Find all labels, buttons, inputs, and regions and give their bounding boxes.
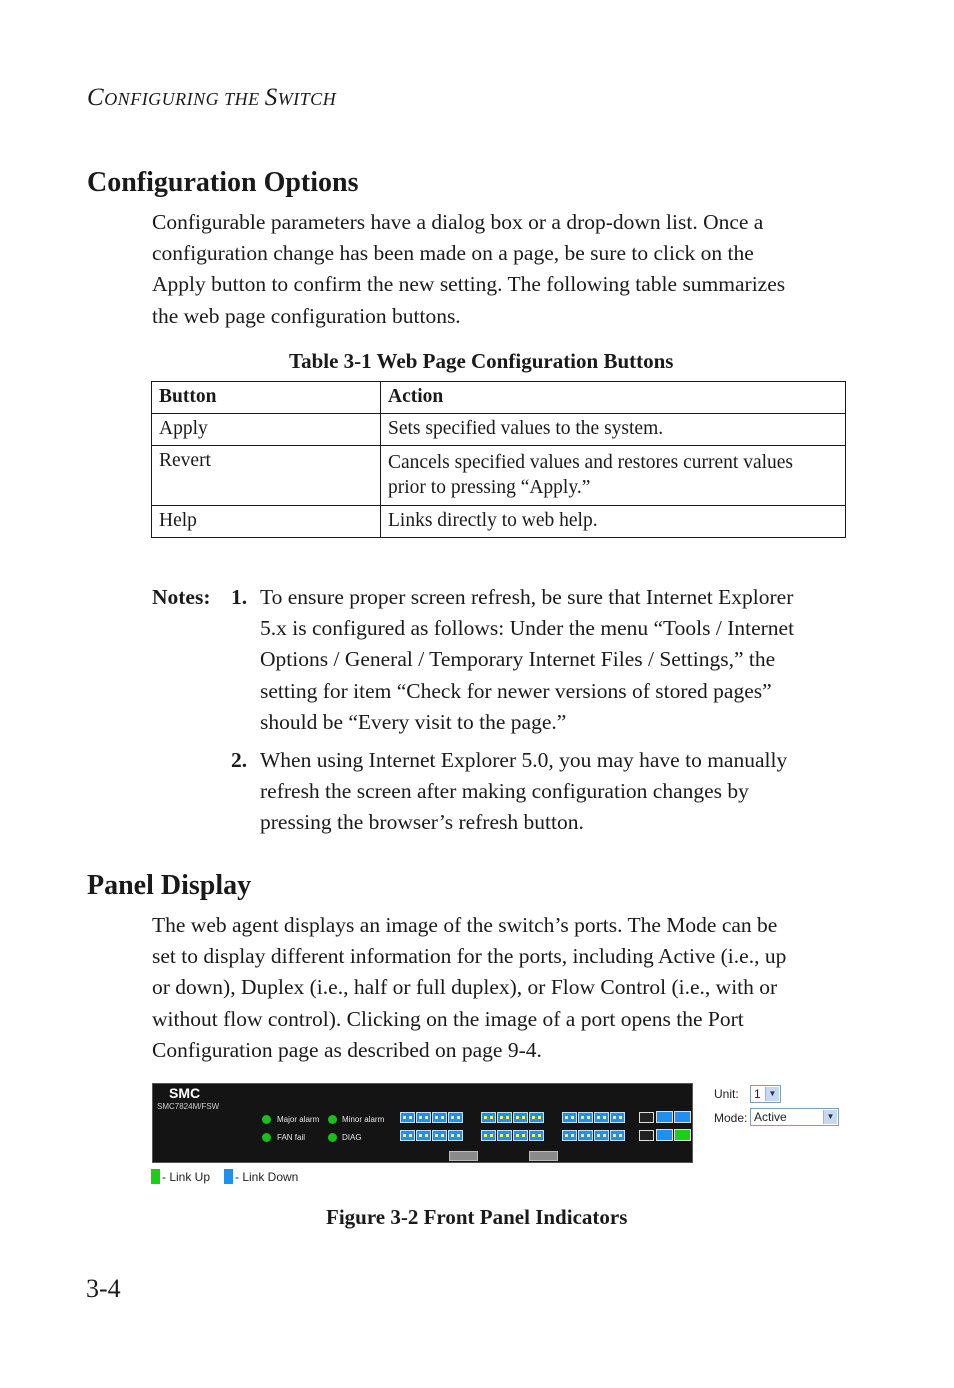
paragraph-line: without flow control). Clicking on the image of a port opens the Port [152,1006,744,1031]
note-number: 2. [231,748,248,772]
action-text: prior to pressing “Apply.” [388,477,591,498]
table-cell-button: Help [152,506,381,538]
running-header-initial: C [87,84,105,111]
config-buttons-table [151,381,846,538]
mode-label: Mode: [714,1111,748,1125]
led-label: Minor alarm [342,1115,385,1124]
smc-logo: SMC [169,1085,201,1101]
port-icon[interactable] [562,1130,577,1141]
table-header-row [152,382,846,414]
port-group-3-bottom [562,1130,625,1141]
running-header-text: WITCH [277,89,337,109]
port-icon[interactable] [578,1130,593,1141]
uplink-port-icon[interactable] [674,1111,691,1123]
led-label: Major alarm [277,1115,320,1124]
port-icon[interactable] [400,1112,415,1123]
port-group-1-top [400,1112,463,1123]
port-icon[interactable] [610,1112,625,1123]
major-alarm-led-icon [262,1115,271,1124]
note-line: When using Internet Explorer 5.0, you may have to manually [260,748,788,772]
running-header [87,84,336,112]
table-cell-action [381,506,846,538]
port-icon[interactable] [481,1112,496,1123]
port-icon[interactable] [497,1112,512,1123]
port-icon[interactable] [416,1130,431,1141]
mode-select-value: Active [754,1110,787,1124]
port-icon[interactable] [400,1130,415,1141]
port-icon[interactable] [513,1130,528,1141]
paragraph-line: The web agent displays an image of the switch’s ports. The Mode can be [152,913,778,937]
uplink-port-icon[interactable] [656,1111,673,1123]
running-header-initial: S [264,84,278,111]
link-down-legend: - Link Down [235,1170,299,1184]
table-cell-button: Revert [152,446,381,506]
port-icon[interactable] [594,1112,609,1123]
diag-led-icon [328,1133,337,1142]
section-heading-configuration-options: Configuration Options [87,167,359,198]
sfp-port-icon[interactable] [639,1130,654,1141]
running-header-text: ONFIGURING THE [104,89,265,109]
page-number: 3-4 [86,1274,121,1303]
note-line: Options / General / Temporary Internet Files / Settings,” the [260,647,776,672]
note-line: pressing the browser’s refresh button. [260,810,584,835]
port-icon[interactable] [578,1112,593,1123]
table-header-action: Action [381,382,846,414]
fan-fail-led-icon [262,1133,271,1142]
note-2-text [260,745,860,839]
led-label: FAN fail [277,1133,306,1142]
note-number: 1. [231,585,248,609]
unit-label: Unit: [714,1087,739,1101]
section-heading-panel-display: Panel Display [87,870,252,901]
port-icon[interactable] [497,1130,512,1141]
port-icon[interactable] [529,1130,544,1141]
note-1-text [260,582,860,738]
figure-caption: Figure 3-2 Front Panel Indicators [326,1205,628,1229]
note-line: refresh the screen after making configuration changes by [260,779,749,804]
action-text: Links directly to web help. [388,510,598,531]
module-slot-icon[interactable] [449,1151,478,1161]
port-icon[interactable] [513,1112,528,1123]
port-icon[interactable] [562,1112,577,1123]
note-line: setting for item “Check for newer versions of stored pages” [260,678,772,703]
minor-alarm-led-icon [328,1115,337,1124]
port-group-2-top [481,1112,544,1123]
switch-model-label: SMC7824M/FSW [157,1102,220,1111]
port-icon[interactable] [416,1112,431,1123]
table-caption: Table 3-1 Web Page Configuration Buttons [289,349,674,373]
port-icon[interactable] [432,1112,447,1123]
table-row [152,506,846,538]
paragraph-line: Configuration page as described on page 9-4. [152,1037,542,1062]
note-line: 5.x is configured as follows: Under the menu “Tools / Internet [260,616,795,641]
port-icon[interactable] [432,1130,447,1141]
note-line: should be “Every visit to the page.” [260,709,567,734]
paragraph-line: configuration change has been made on a page, be sure to click on the [152,241,754,266]
table-row [152,446,846,506]
unit-select-value: 1 [754,1087,761,1101]
notes-label: Notes: [152,585,211,609]
table-header-button: Button [152,382,381,414]
port-icon[interactable] [610,1130,625,1141]
paragraph-line: the web page configuration buttons. [152,303,461,328]
paragraph-line: or down), Duplex (i.e., half or full duplex), or Flow Control (i.e., with or [152,975,778,1000]
port-group-3-top [562,1112,625,1123]
paragraph-line: Configurable parameters have a dialog box or a drop-down list. Once a [152,210,764,234]
table-cell-button: Apply [152,414,381,446]
configuration-options-paragraph [152,207,852,332]
paragraph-line: Apply button to confirm the new setting. The following table summarizes [152,272,786,297]
uplink-port-icon[interactable] [674,1129,691,1141]
chevron-down-icon[interactable]: ▼ [823,1110,837,1124]
port-icon[interactable] [529,1112,544,1123]
table-cell-action [381,414,846,446]
unit-select[interactable] [750,1085,781,1103]
port-icon[interactable] [481,1130,496,1141]
chevron-down-icon[interactable]: ▼ [765,1087,779,1101]
table-row [152,414,846,446]
note-line: To ensure proper screen refresh, be sure that Internet Explorer [260,585,794,609]
action-text: Sets specified values to the system. [388,418,664,439]
switch-front-panel[interactable] [152,1083,693,1163]
link-up-swatch [151,1169,160,1184]
link-down-swatch [224,1169,233,1184]
uplink-port-icon[interactable] [656,1129,673,1141]
mode-select[interactable] [750,1108,839,1126]
port-icon[interactable] [594,1130,609,1141]
port-group-1-bottom [400,1130,463,1141]
paragraph-line: set to display different information for the ports, including Active (i.e., up [152,944,787,969]
led-label: DIAG [342,1133,362,1142]
port-group-2-bottom [481,1130,544,1141]
module-slot-icon[interactable] [529,1151,558,1161]
sfp-port-icon[interactable] [639,1112,654,1123]
link-up-legend: - Link Up [162,1170,211,1184]
port-icon[interactable] [448,1112,463,1123]
table-cell-action [381,446,846,506]
panel-display-paragraph [152,910,852,1066]
port-icon[interactable] [448,1130,463,1141]
action-text: Cancels specified values and restores current values [388,452,794,473]
